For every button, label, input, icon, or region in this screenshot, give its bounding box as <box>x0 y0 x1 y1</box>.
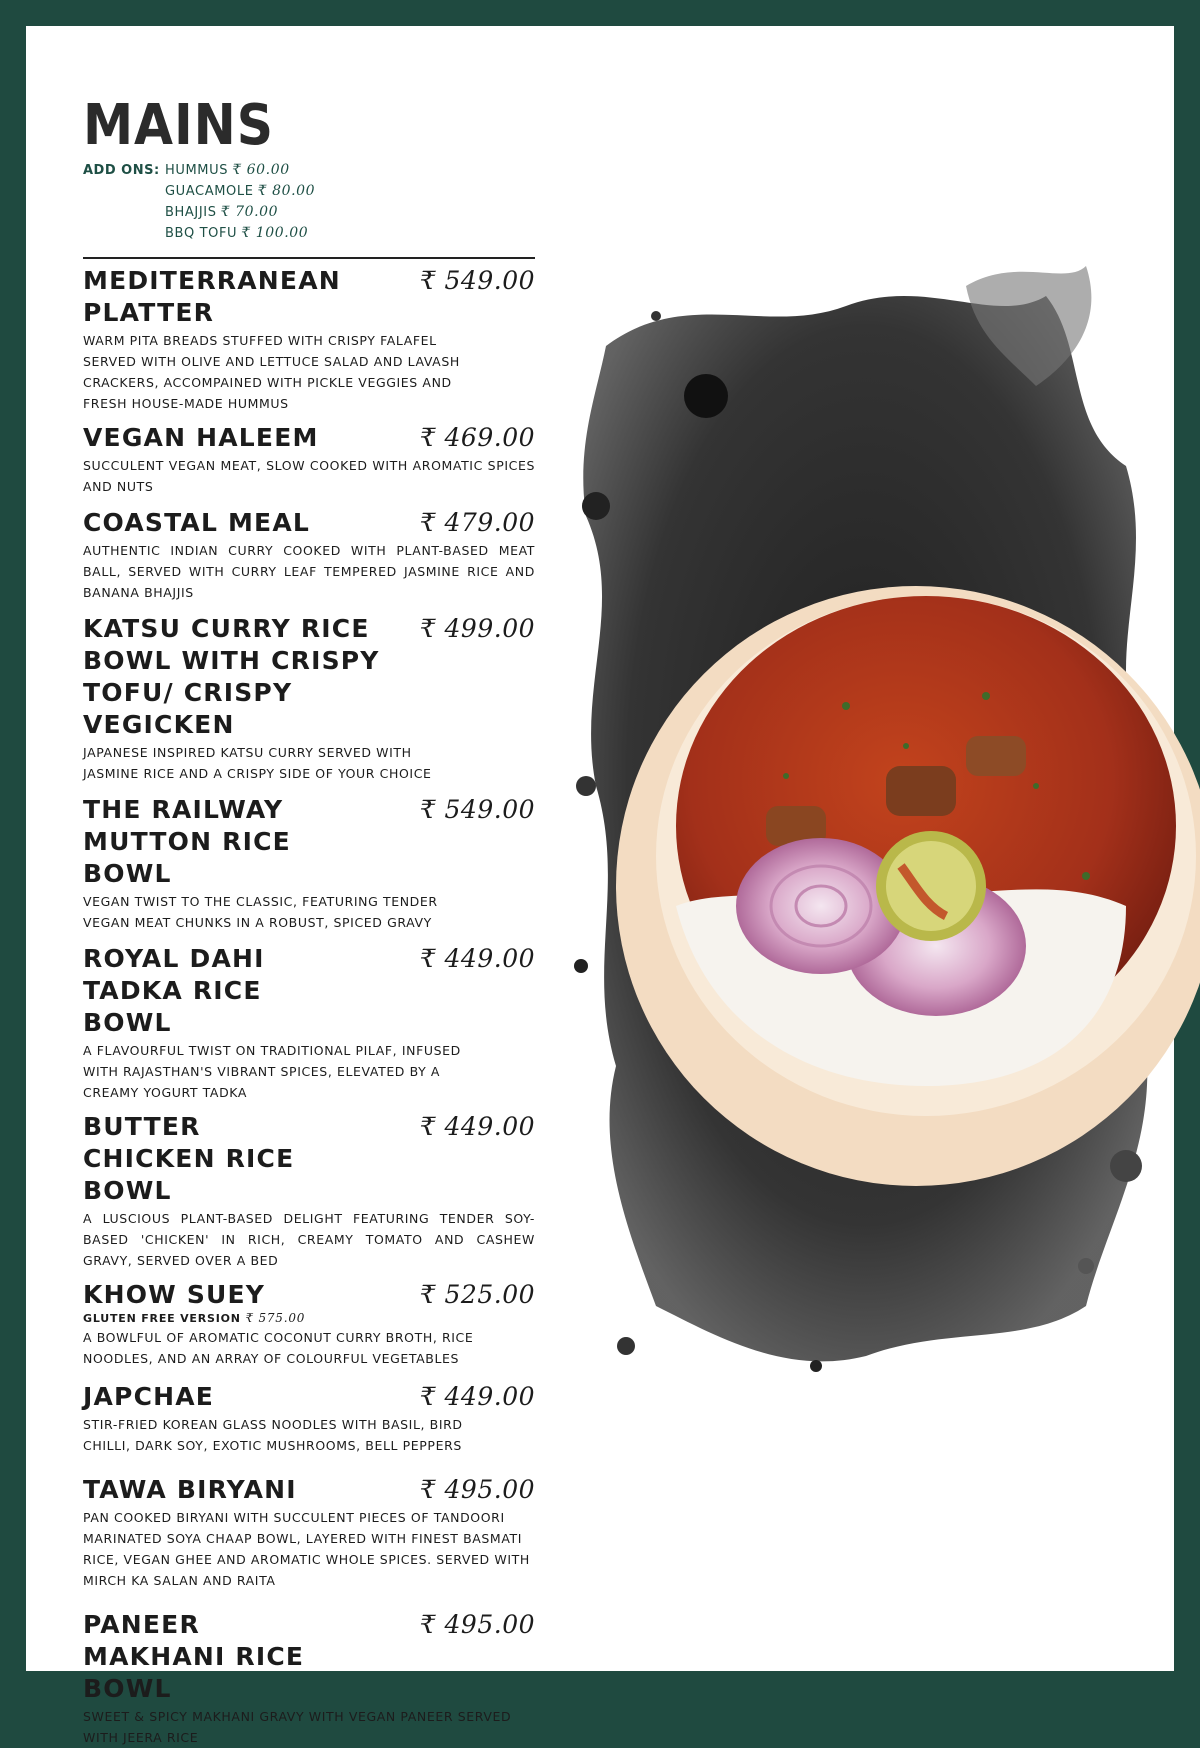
addon-price: ₹ 100.00 <box>241 225 309 241</box>
addon-item <box>165 202 315 223</box>
menu-item <box>83 1111 535 1271</box>
item-description: STIR-FRIED KOREAN GLASS NOODLES WITH BASIL, BIRD CHILLI, DARK SOY, EXOTIC MUSHROOMS, BELL PEPPERS <box>83 1417 463 1453</box>
addon-item <box>165 160 315 181</box>
addon-item <box>165 181 315 202</box>
item-price: ₹ 449.00 <box>419 944 535 973</box>
menu-item <box>83 1474 535 1591</box>
item-description: JAPANESE INSPIRED KATSU CURRY SERVED WITH JASMINE RICE AND A CRISPY SIDE OF YOUR CHOICE <box>83 745 432 781</box>
menu-item <box>83 507 535 603</box>
item-description: A LUSCIOUS PLANT-BASED DELIGHT FEATURING TENDER SOY-BASED 'CHICKEN' IN RICH, CREAMY TOMATO AND CASHEW GRAVY, SERVED OVER A BED <box>83 1211 535 1268</box>
menu-column <box>83 93 563 1748</box>
item-name: COASTAL MEAL <box>83 508 311 537</box>
addon-name: GUACAMOLE <box>165 184 254 199</box>
addons-label: ADD ONS: <box>83 163 160 178</box>
menu-item <box>83 265 535 414</box>
item-name: KATSU CURRY RICE BOWL WITH CRISPY TOFU/ CRISPY VEGICKEN <box>83 614 380 739</box>
item-name: BUTTER CHICKEN RICE BOWL <box>83 1112 295 1205</box>
item-description: SWEET & SPICY MAKHANI GRAVY WITH VEGAN PANEER SERVED WITH JEERA RICE <box>83 1709 512 1745</box>
gluten-free-note <box>83 1311 535 1326</box>
item-name: PANEER MAKHANI RICE BOWL <box>83 1610 305 1703</box>
item-description: PAN COOKED BIRYANI WITH SUCCULENT PIECES OF TANDOORI MARINATED SOYA CHAAP BOWL, LAYERED WITH FINEST BASMATI RICE, VEGAN GHEE AND AROMATIC WHOLE SPICES. SERVED WITH MIRCH KA SALAN AND RAITA <box>83 1510 530 1588</box>
item-name: KHOW SUEY <box>83 1280 266 1309</box>
item-price: ₹ 469.00 <box>419 423 535 452</box>
menu-page <box>26 26 1174 1745</box>
menu-item <box>83 422 535 497</box>
item-name: ROYAL DAHI TADKA RICE BOWL <box>83 944 265 1037</box>
item-price: ₹ 495.00 <box>419 1610 535 1639</box>
item-name: TAWA BIRYANI <box>83 1475 297 1504</box>
item-description: A BOWLFUL OF AROMATIC COCONUT CURRY BROTH, RICE NOODLES, AND AN ARRAY OF COLOURFUL VEGETABLES <box>83 1330 474 1366</box>
item-price: ₹ 449.00 <box>419 1112 535 1141</box>
menu-item <box>83 1609 535 1748</box>
item-name: VEGAN HALEEM <box>83 423 319 452</box>
menu-item <box>83 1279 535 1369</box>
item-price: ₹ 495.00 <box>419 1475 535 1504</box>
lime-slice <box>876 831 986 941</box>
divider <box>83 257 535 259</box>
item-price: ₹ 525.00 <box>419 1280 535 1309</box>
item-description: WARM PITA BREADS STUFFED WITH CRISPY FALAFEL SERVED WITH OLIVE AND LETTUCE SALAD AND LAVASH CRACKERS, ACCOMPAINED WITH PICKLE VEGGIES AND FRESH HOUSE-MADE HUMMUS <box>83 333 460 411</box>
addon-price: ₹ 70.00 <box>220 204 279 220</box>
item-description: A FLAVOURFUL TWIST ON TRADITIONAL PILAF, INFUSED WITH RAJASTHAN'S VIBRANT SPICES, ELEVATED BY A CREAMY YOGURT TADKA <box>83 1043 461 1100</box>
gluten-free-price: ₹ 575.00 <box>245 1311 306 1325</box>
addons-list <box>165 160 315 244</box>
item-price: ₹ 499.00 <box>419 614 535 643</box>
addon-name: BHAJJIS <box>165 205 217 220</box>
item-description: SUCCULENT VEGAN MEAT, SLOW COOKED WITH AROMATIC SPICES AND NUTS <box>83 458 535 494</box>
item-name: JAPCHAE <box>83 1382 215 1411</box>
item-name: THE RAILWAY MUTTON RICE BOWL <box>83 795 291 888</box>
menu-item <box>83 794 535 933</box>
item-price: ₹ 549.00 <box>419 795 535 824</box>
item-price: ₹ 549.00 <box>419 266 535 295</box>
item-price: ₹ 479.00 <box>419 508 535 537</box>
food-illustration <box>566 266 1166 1416</box>
item-name: MEDITERRANEAN PLATTER <box>83 266 341 327</box>
menu-item <box>83 613 535 784</box>
addon-item <box>165 223 315 244</box>
item-description: VEGAN TWIST TO THE CLASSIC, FEATURING TENDER VEGAN MEAT CHUNKS IN A ROBUST, SPICED GRAVY <box>83 894 438 930</box>
addon-name: BBQ TOFU <box>165 226 238 241</box>
menu-item <box>83 943 535 1103</box>
gluten-free-label: GLUTEN FREE VERSION <box>83 1312 241 1325</box>
item-description: AUTHENTIC INDIAN CURRY COOKED WITH PLANT-BASED MEAT BALL, SERVED WITH CURRY LEAF TEMPERED JASMINE RICE AND BANANA BHAJJIS <box>83 543 535 600</box>
addon-name: HUMMUS <box>165 163 229 178</box>
menu-item <box>83 1381 535 1456</box>
section-title: MAINS <box>83 93 274 158</box>
addon-price: ₹ 60.00 <box>232 162 290 178</box>
addons-block <box>83 160 563 244</box>
addon-price: ₹ 80.00 <box>257 183 316 199</box>
item-price: ₹ 449.00 <box>419 1382 535 1411</box>
